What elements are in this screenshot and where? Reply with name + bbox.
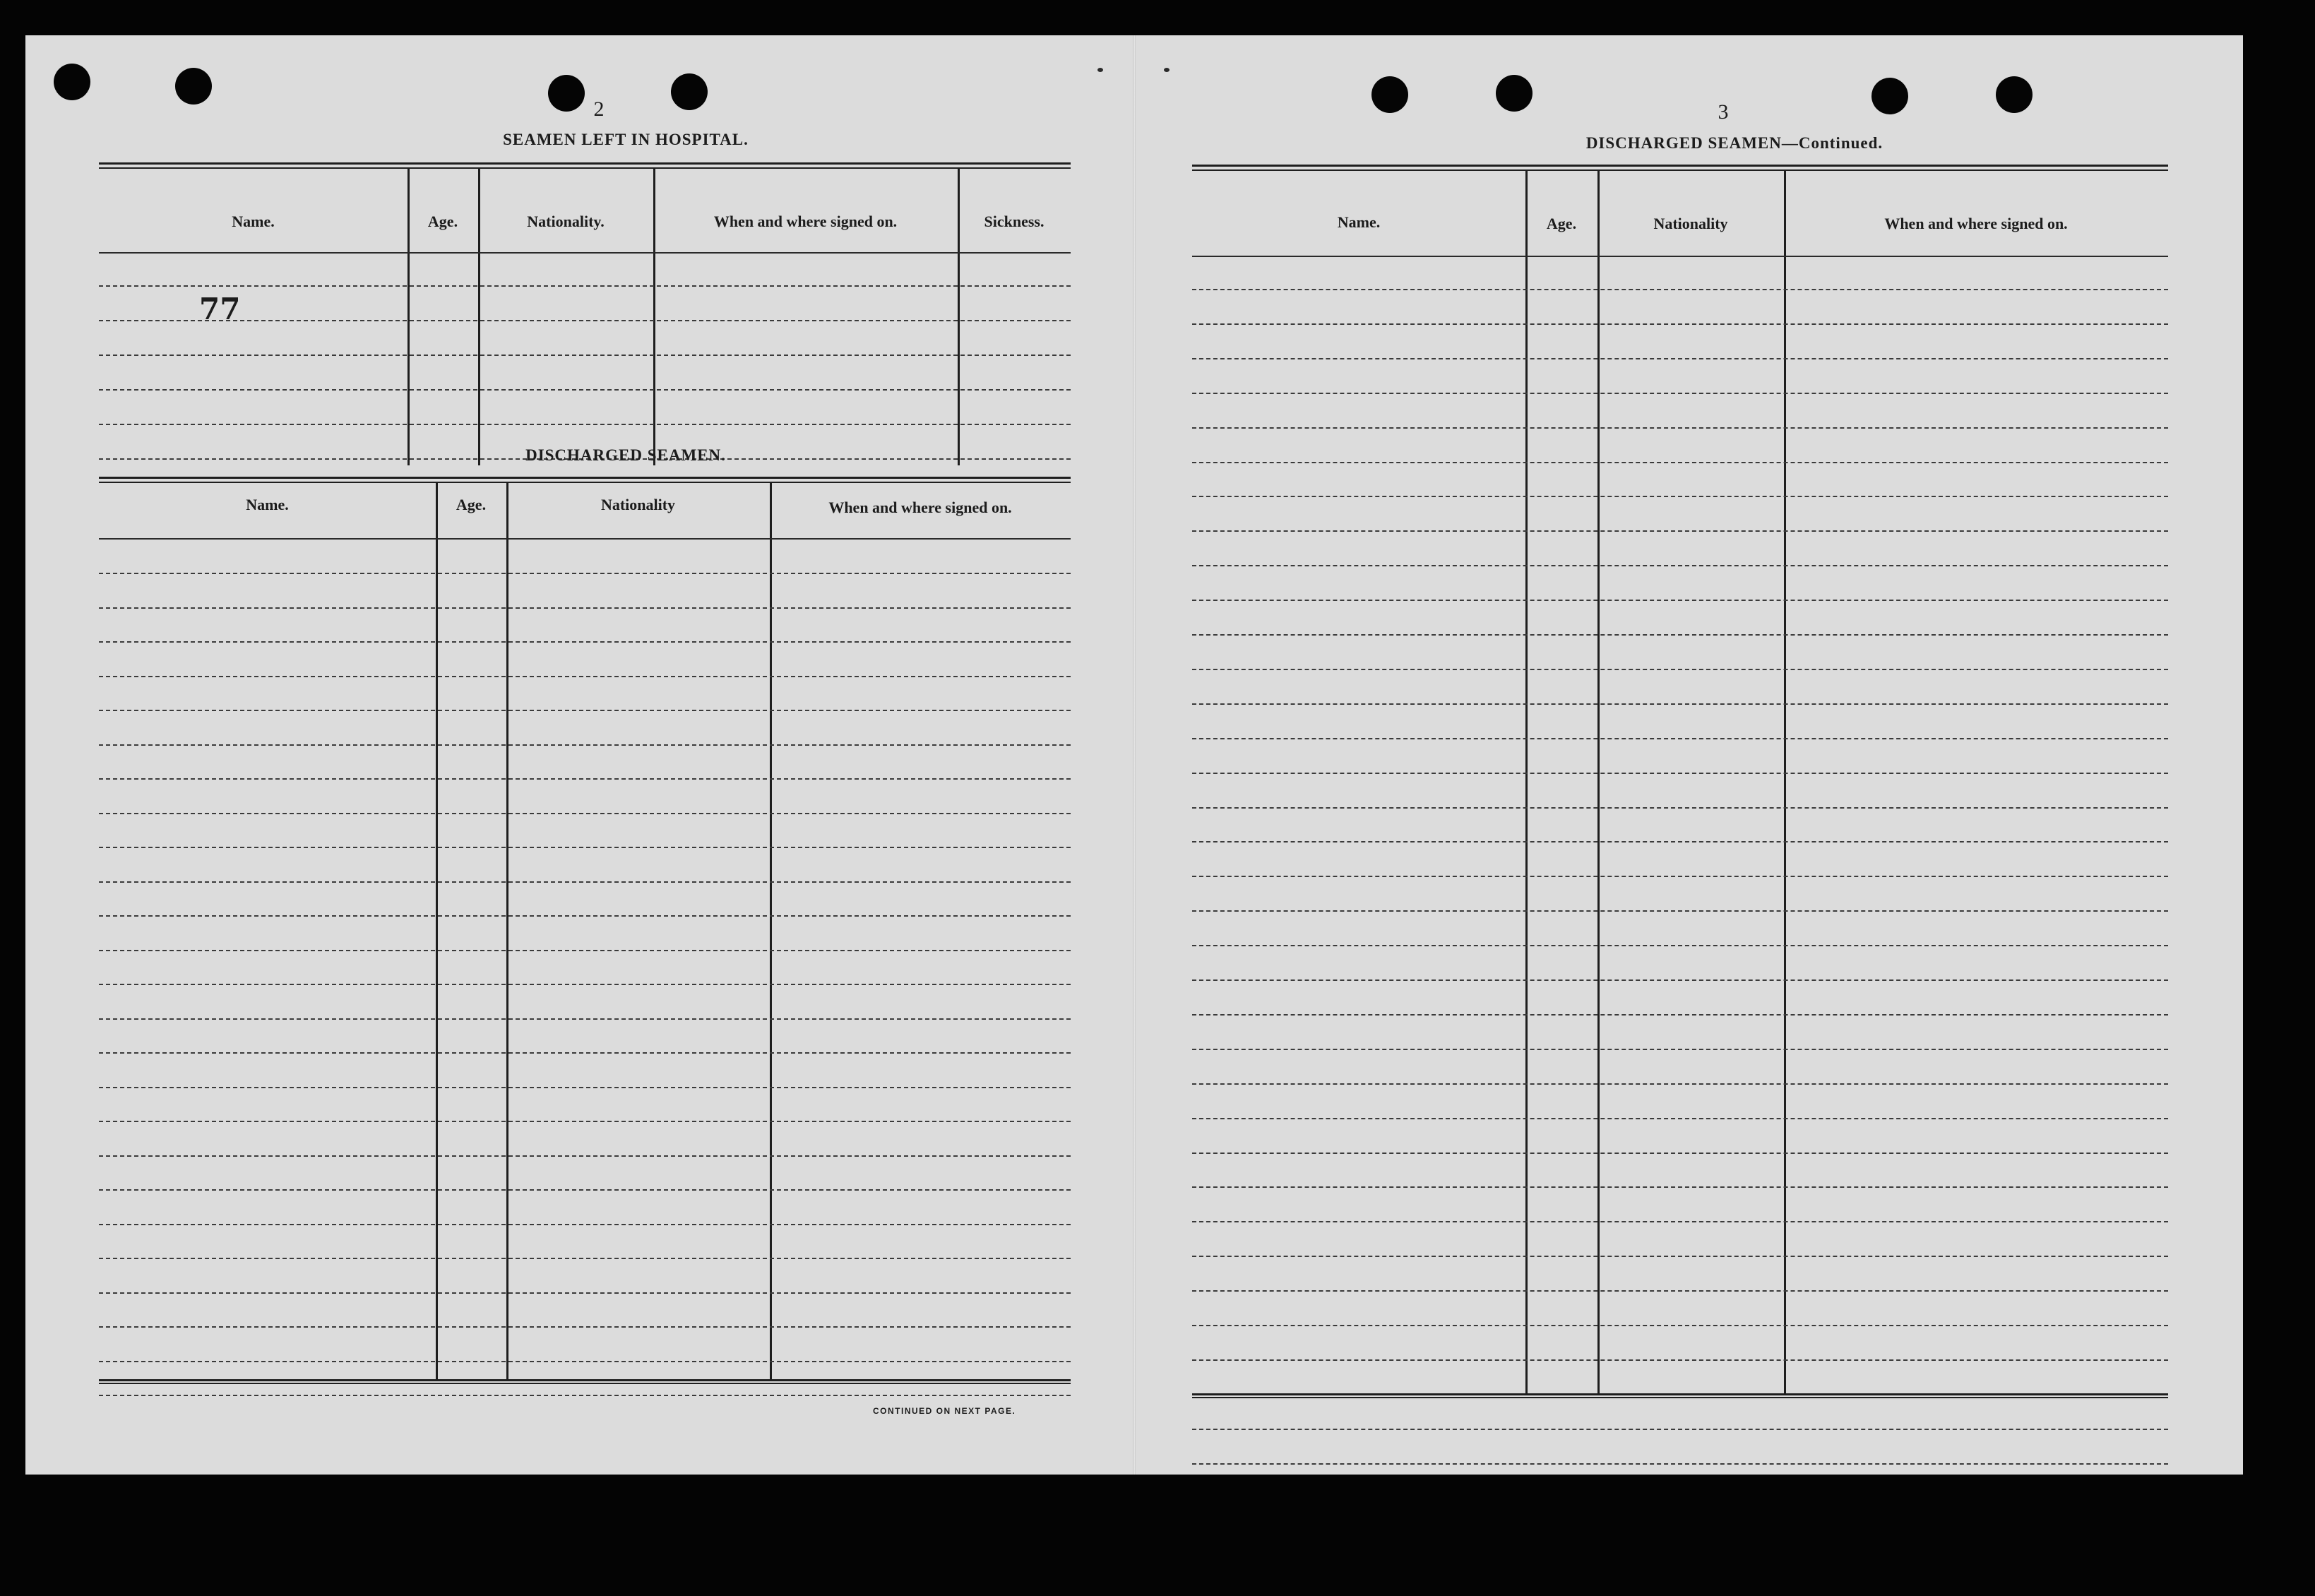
blank-row (1192, 323, 2168, 325)
blank-row (1192, 530, 2168, 532)
blank-row (99, 1121, 1071, 1122)
header-underline (99, 252, 1071, 254)
blank-row (99, 424, 1071, 425)
discharged-bottom-rule (99, 1379, 1071, 1384)
blank-row (1192, 945, 2168, 946)
hospital-header-name: Name. (232, 213, 275, 230)
blank-row (99, 744, 1071, 746)
continued-header-age: Age. (1546, 215, 1577, 232)
blank-row (99, 915, 1071, 917)
column-divider (506, 483, 508, 1380)
blank-row (99, 573, 1071, 574)
hospital-section-title: SEAMEN LEFT IN HOSPITAL. (503, 131, 749, 148)
blank-row (1192, 427, 2168, 429)
blank-row (99, 1189, 1071, 1191)
continued-header-name: Name. (1337, 213, 1381, 231)
header-underline (1192, 256, 2168, 257)
handwritten-mark: 77 (199, 292, 241, 326)
blank-row (1192, 1325, 2168, 1326)
left-page (25, 35, 1134, 1475)
punch-hole-icon (1996, 76, 2033, 113)
blank-row (1192, 1463, 2168, 1465)
blank-row (1192, 1014, 2168, 1016)
blank-row (1192, 289, 2168, 290)
continued-header-signed-on: When and where signed on. (1884, 215, 2068, 232)
blank-row (1192, 738, 2168, 739)
blank-row (99, 1087, 1071, 1088)
blank-row (1192, 1153, 2168, 1154)
continued-top-rule (1192, 165, 2168, 171)
form-sheet (25, 35, 2243, 1475)
blank-row (99, 1052, 1071, 1054)
right-page (1134, 35, 2243, 1475)
blank-row (99, 320, 1071, 321)
continued-table (1192, 171, 2168, 1395)
blank-row (99, 641, 1071, 643)
blank-row (1192, 496, 2168, 497)
blank-row (99, 389, 1071, 391)
blank-row (99, 881, 1071, 883)
discharged-top-rule (99, 477, 1071, 483)
blank-row (1192, 358, 2168, 359)
blank-row (1192, 393, 2168, 394)
punch-hole-icon (1871, 78, 1908, 114)
discharged-table (99, 483, 1071, 1380)
discharged-section-title: DISCHARGED SEAMEN. (525, 446, 726, 464)
blank-row (1192, 979, 2168, 981)
blank-row (99, 1326, 1071, 1328)
column-divider (1784, 171, 1786, 1395)
blank-row (99, 710, 1071, 711)
blank-row (1192, 1083, 2168, 1085)
blank-row (1192, 1118, 2168, 1119)
column-divider (436, 483, 438, 1380)
hospital-top-rule (99, 162, 1071, 169)
blank-row (1192, 1429, 2168, 1430)
blank-row (99, 1224, 1071, 1225)
blank-row (99, 1292, 1071, 1294)
blank-row (99, 1258, 1071, 1259)
blank-row (1192, 634, 2168, 636)
punch-hole-icon (175, 68, 212, 105)
blank-row (1192, 1256, 2168, 1257)
blank-row (99, 1361, 1071, 1362)
blank-row (1192, 1359, 2168, 1361)
blank-row (1192, 600, 2168, 601)
blank-row (1192, 1221, 2168, 1222)
blank-row (1192, 876, 2168, 877)
blank-row (1192, 910, 2168, 912)
discharged-header-name: Name. (246, 496, 289, 513)
blank-row (99, 1395, 1071, 1396)
blank-row (99, 676, 1071, 677)
blank-row (99, 285, 1071, 287)
hospital-header-signed-on: When and where signed on. (713, 213, 898, 230)
hospital-header-nationality: Nationality. (527, 213, 605, 230)
blank-row (99, 1018, 1071, 1020)
blank-row (99, 847, 1071, 848)
column-divider (1597, 171, 1600, 1395)
discharged-header-signed-on: When and where signed on. (828, 499, 1012, 516)
blank-row (1192, 841, 2168, 842)
blank-row (1192, 669, 2168, 670)
blank-row (1192, 703, 2168, 705)
continued-section-title: DISCHARGED SEAMEN—Continued. (1585, 134, 1883, 152)
ink-speck (1097, 68, 1103, 72)
ink-speck (1164, 68, 1170, 72)
blank-row (99, 355, 1071, 356)
blank-row (99, 607, 1071, 609)
blank-row (1192, 807, 2168, 809)
continued-note: CONTINUED ON NEXT PAGE. (873, 1406, 1016, 1416)
discharged-header-age: Age. (456, 496, 487, 513)
hospital-header-sickness: Sickness. (984, 213, 1045, 230)
continued-header-nationality: Nationality (1653, 215, 1728, 232)
blank-row (1192, 462, 2168, 463)
hospital-header-age: Age. (427, 213, 458, 230)
page-number: 2 (593, 97, 605, 121)
punch-hole-icon (1496, 75, 1533, 112)
continued-bottom-rule (1192, 1393, 2168, 1398)
column-divider (1525, 171, 1528, 1395)
punch-hole-icon (54, 64, 90, 100)
blank-row (1192, 1049, 2168, 1050)
punch-hole-icon (1371, 76, 1408, 113)
discharged-header-nationality: Nationality (600, 496, 676, 513)
hospital-table (99, 169, 1071, 465)
blank-row (1192, 565, 2168, 566)
page-number: 3 (1718, 100, 1729, 124)
blank-row (99, 984, 1071, 985)
punch-hole-icon (671, 73, 708, 110)
blank-row (99, 1155, 1071, 1157)
blank-row (99, 778, 1071, 780)
blank-row (99, 813, 1071, 814)
blank-row (99, 950, 1071, 951)
blank-row (1192, 1186, 2168, 1188)
header-underline (99, 538, 1071, 540)
blank-row (1192, 773, 2168, 774)
column-divider (770, 483, 772, 1380)
blank-row (1192, 1290, 2168, 1292)
